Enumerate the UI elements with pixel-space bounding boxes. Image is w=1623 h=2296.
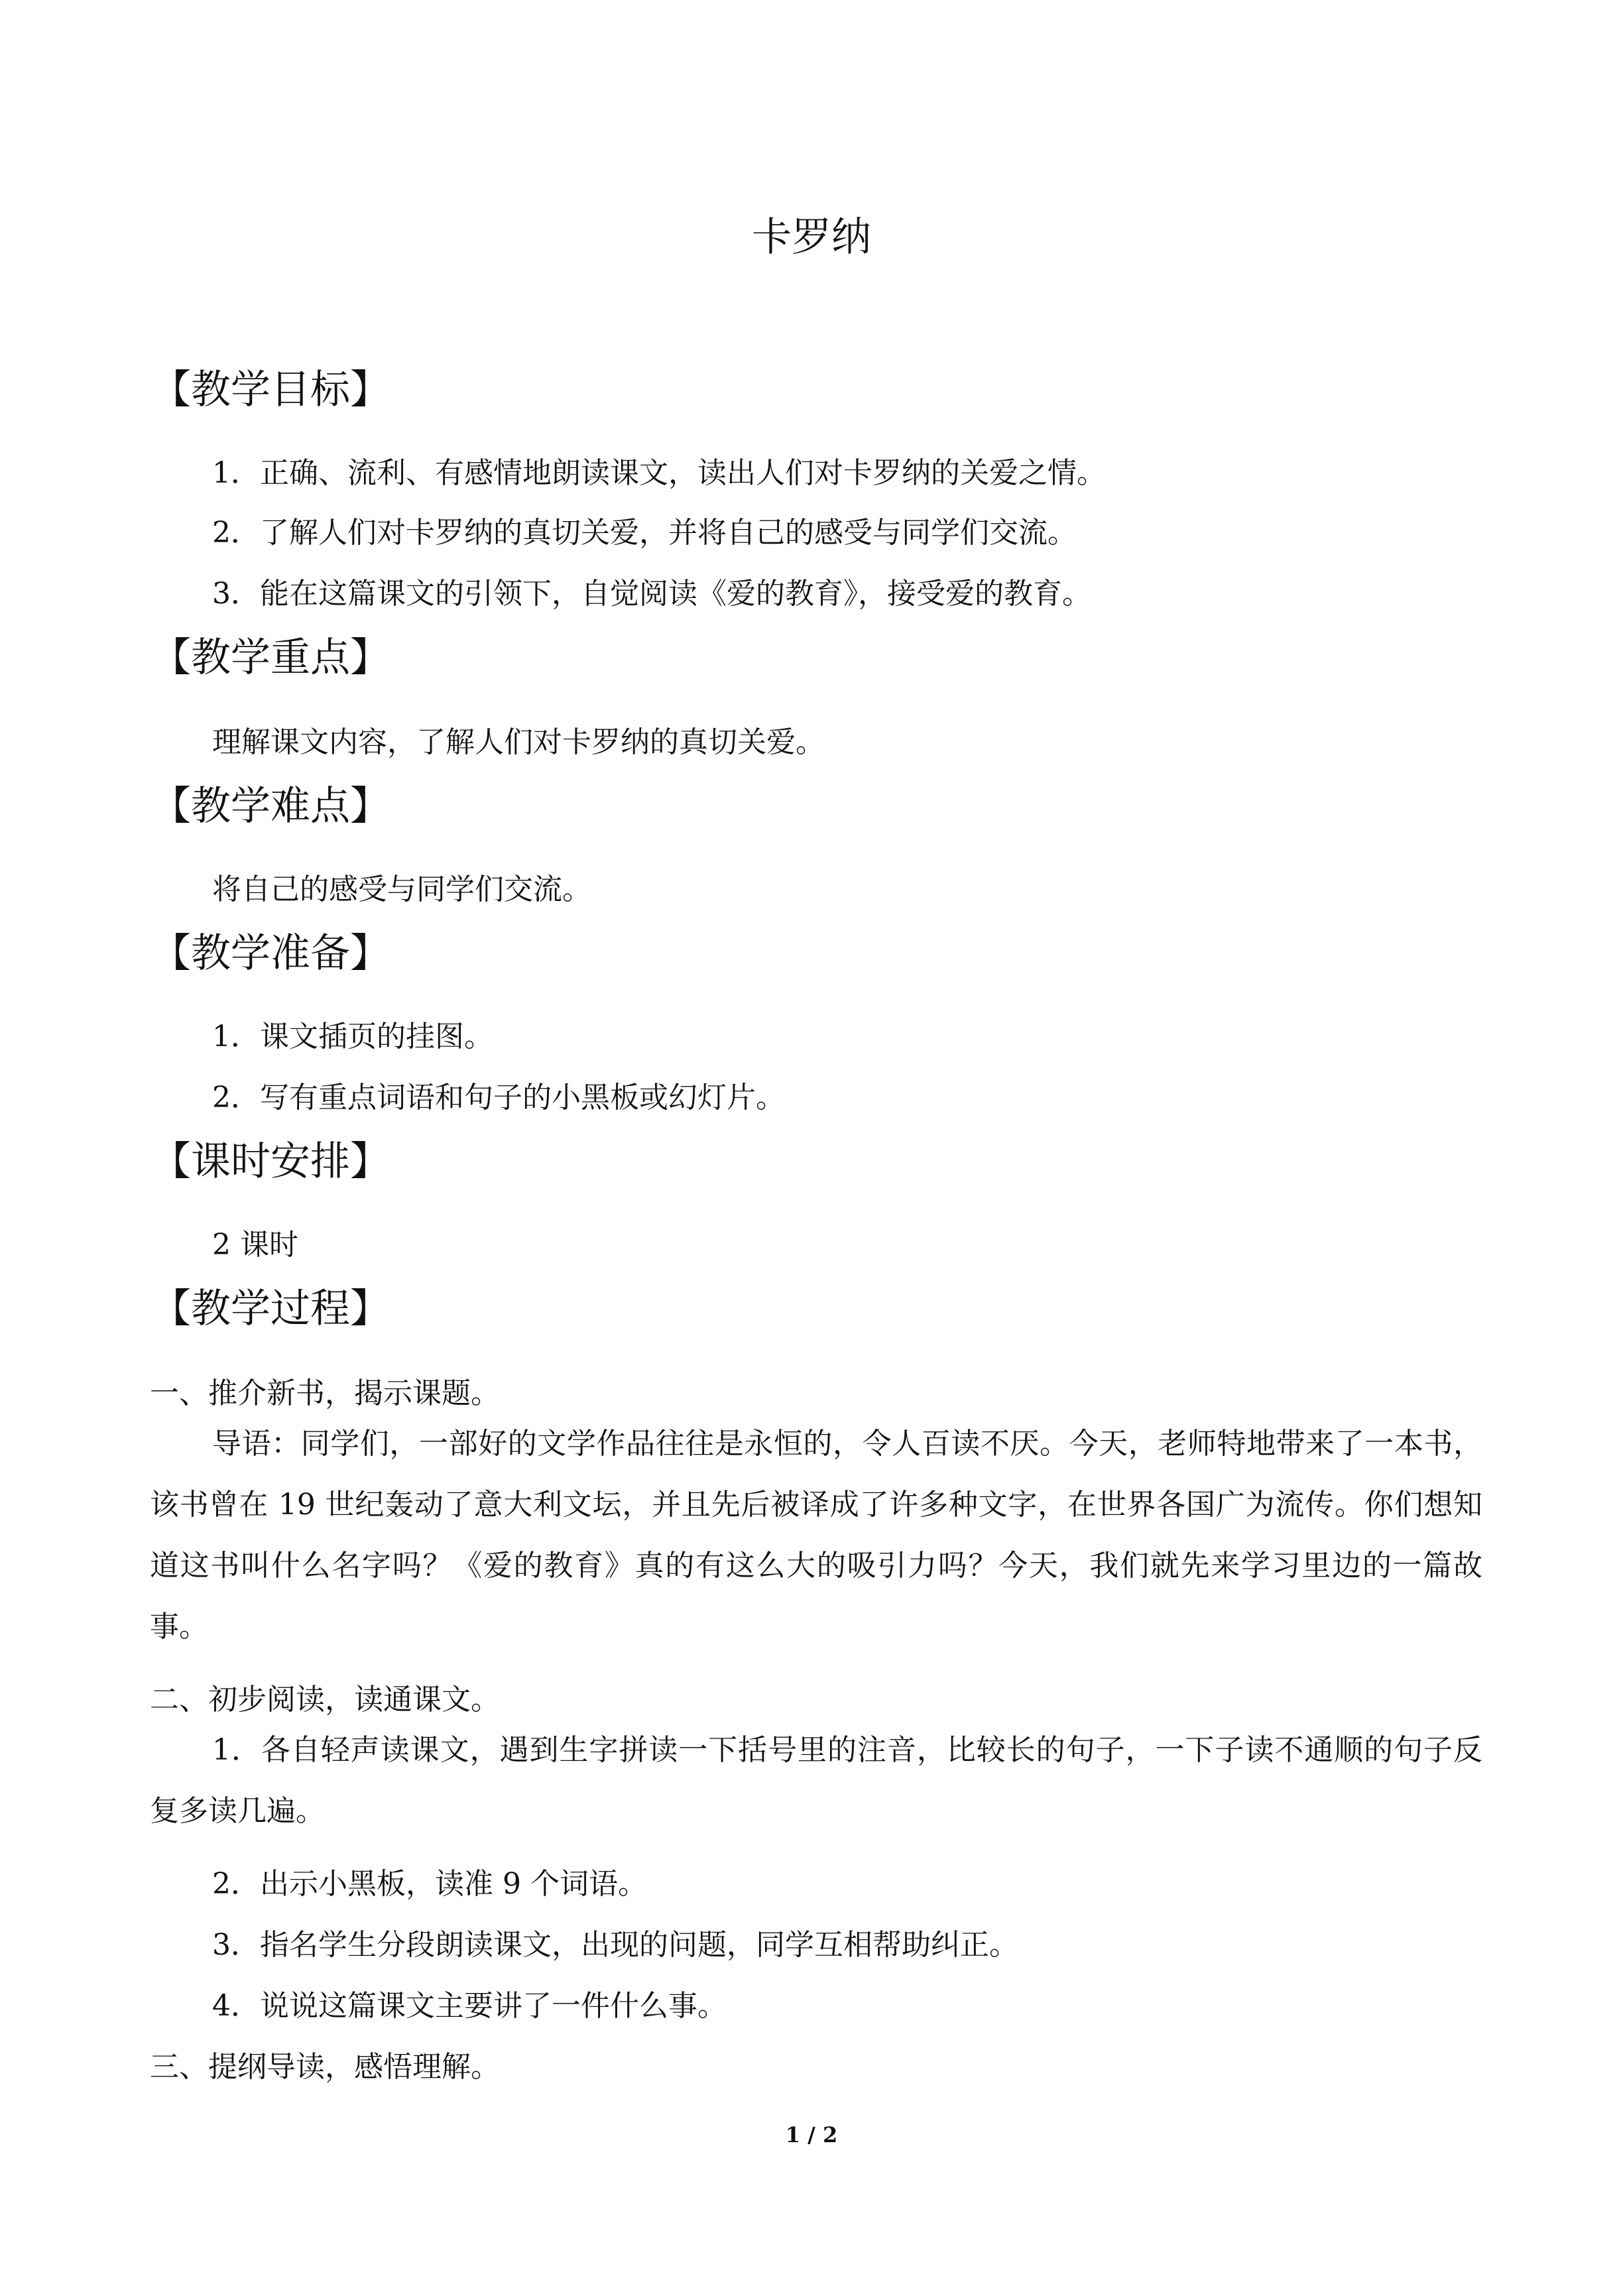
process-step-2-item-2: 2．出示小黑板，读准 9 个词语。 <box>212 1867 647 1901</box>
process-step-1: 一、推介新书，揭示课题。 <box>150 1376 500 1410</box>
page-number: 1 / 2 <box>785 2122 838 2147</box>
process-step-2-item-3: 3．指名学生分段朗读课文，出现的问题，同学互相帮助纠正。 <box>212 1928 1018 1962</box>
key-points-heading: 【教学重点】 <box>151 634 390 681</box>
process-step-2: 二、初步阅读，读通课文。 <box>150 1683 500 1717</box>
preparation-item-2: 2．写有重点词语和句子的小黑板或幻灯片。 <box>212 1081 785 1115</box>
process-step-2-item-1: 1．各自轻声读课文，遇到生字拼读一下括号里的注音，比较长的句子，一下子读不通顺的句子反复多读几遍。 <box>150 1733 1482 1828</box>
process-heading: 【教学过程】 <box>151 1286 390 1332</box>
objective-item-2: 2．了解人们对卡罗纳的真切关爱，并将自己的感受与同学们交流。 <box>212 516 1077 550</box>
schedule-heading: 【课时安排】 <box>151 1138 390 1185</box>
preparation-item-1: 1．课文插页的挂图。 <box>212 1020 493 1054</box>
difficulties-text: 将自己的感受与同学们交流。 <box>212 873 591 906</box>
page-title: 卡罗纳 <box>752 214 871 261</box>
objective-item-1: 1．正确、流利、有感情地朗读课文，读出人们对卡罗纳的关爱之情。 <box>212 456 1106 490</box>
key-points-text: 理解课文内容，了解人们对卡罗纳的真切关爱。 <box>212 725 825 759</box>
objective-item-3: 3．能在这篇课文的引领下，自觉阅读《爱的教育》，接受爱的教育。 <box>212 577 1091 611</box>
schedule-text: 2 课时 <box>212 1228 298 1262</box>
difficulties-heading: 【教学难点】 <box>151 783 390 829</box>
process-step-3: 三、提纲导读，感悟理解。 <box>150 2050 500 2084</box>
preparation-heading: 【教学准备】 <box>151 930 390 977</box>
process-step-2-item-4: 4．说说这篇课文主要讲了一件什么事。 <box>212 1989 727 2023</box>
process-intro-paragraph: 导语：同学们，一部好的文学作品往往是永恒的，令人百读不厌。今天，老师特地带来了一本书，该书曾在 19 世纪轰动了意大利文坛，并且先后被译成了许多种文字，在世界各国广为流传。你们想知道这书叫什么名字吗？《爱的教育》真的有这么大的吸引力吗？今天，我们就先来学习里边的一篇故事。 <box>150 1427 1482 1644</box>
objectives-heading: 【教学目标】 <box>151 367 390 413</box>
